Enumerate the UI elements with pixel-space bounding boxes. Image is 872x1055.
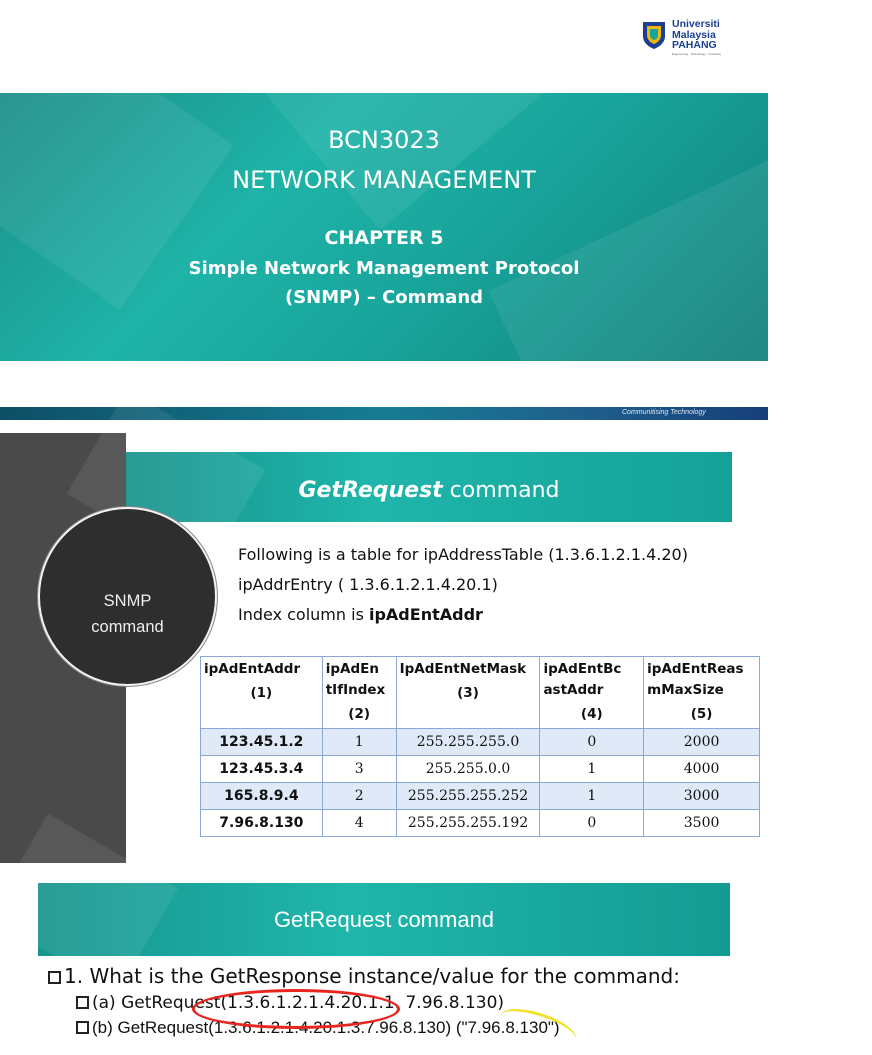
column-index: (5)	[690, 706, 713, 722]
ump-shield-icon	[641, 20, 667, 50]
table-cell: 0	[540, 810, 644, 837]
intro-prefix: Index column is	[238, 605, 369, 624]
title-slide	[0, 0, 768, 395]
course-code: BCN3023	[328, 126, 440, 154]
circle-line-2: command	[91, 618, 164, 636]
table-cell: 3	[322, 756, 396, 783]
table-cell: 123.45.1.2	[201, 729, 323, 756]
header-line: astAddr	[543, 682, 604, 698]
stripe-tagline: Communitising Technology	[622, 409, 706, 416]
table-cell: 1	[540, 756, 644, 783]
question-text: 1. What is the GetResponse instance/value for the command:	[64, 964, 680, 988]
table-row	[201, 756, 760, 783]
table-cell: 3500	[644, 810, 760, 837]
table-cell: 1	[540, 783, 644, 810]
checkbox-bullet-icon	[48, 971, 61, 984]
index-column-name: ipAdEntAddr	[368, 605, 483, 624]
question-1	[48, 964, 680, 988]
slide3-header	[38, 883, 730, 956]
intro-line-1: Following is a table for ipAddressTable (1.3.6.1.2.1.4.20)	[238, 545, 688, 564]
column-index: (4)	[580, 706, 603, 722]
table-header-cell	[322, 657, 396, 729]
yellow-annotation-arc	[495, 1001, 580, 1054]
table-cell: 165.8.9.4	[201, 783, 323, 810]
table-cell: 255.255.0.0	[396, 756, 540, 783]
column-index: (1)	[250, 685, 273, 701]
logo-line-1: Universiti	[672, 18, 720, 30]
header-line: tIfIndex	[325, 682, 386, 698]
table-row	[201, 810, 760, 837]
table-cell: 2000	[644, 729, 760, 756]
logo-line-3: PAHANG	[672, 39, 717, 51]
table-cell: 4	[322, 810, 396, 837]
header-line: mMaxSize	[647, 682, 724, 698]
header-rest: command	[442, 478, 560, 503]
checkbox-bullet-icon	[76, 1021, 89, 1034]
header-line: IpAdEntNetMask	[399, 661, 527, 677]
checkbox-bullet-icon	[76, 996, 89, 1009]
ip-address-table	[200, 656, 760, 837]
red-annotation-oval	[192, 989, 400, 1029]
table-header-cell	[644, 657, 760, 729]
table-cell: 123.45.3.4	[201, 756, 323, 783]
table-cell: 0	[540, 729, 644, 756]
logo-line-2: Malaysia	[672, 28, 716, 41]
banner-shard	[251, 0, 548, 230]
table-cell: 255.255.255.0	[396, 729, 540, 756]
chapter-label: CHAPTER 5	[324, 227, 444, 249]
item-b-text: (b) GetRequest(1.3.6.1.2.1.4.20.1.3.7.96.8.130) ("7.96.8.130")	[92, 1018, 560, 1037]
table-cell: 255.255.255.252	[396, 783, 540, 810]
intro-line-2: ipAddrEntry ( 1.3.6.1.2.1.4.20.1)	[238, 575, 498, 594]
column-index: (2)	[348, 706, 371, 722]
table-cell: 1	[322, 729, 396, 756]
logo-tagline: Engineering · Technology · Creativity	[672, 52, 721, 56]
table-cell: 4000	[644, 756, 760, 783]
column-index: (3)	[457, 685, 479, 701]
table-cell: 255.255.255.192	[396, 810, 540, 837]
course-name: NETWORK MANAGEMENT	[232, 166, 536, 194]
header-line: ipAdEn	[325, 661, 379, 677]
table-header-cell	[201, 657, 323, 729]
intro-line-3	[238, 605, 483, 624]
header-bold-word: GetRequest	[298, 478, 443, 503]
table-header-row	[201, 657, 760, 729]
header-line: ipAdEntBc	[543, 661, 622, 677]
table-header-cell	[540, 657, 644, 729]
chapter-subtitle-line-1: Simple Network Management Protocol	[188, 258, 580, 279]
item-a-text: (a) GetRequest(1.3.6.1.2.1.4.20.1.1. 7.96.8.130)	[92, 993, 505, 1013]
table-cell: 2	[322, 783, 396, 810]
slide-header-title	[126, 478, 732, 503]
slide-header	[126, 452, 732, 522]
header-line: ipAdEntReas	[647, 661, 744, 677]
logo-text	[672, 19, 720, 51]
circle-line-1: SNMP	[103, 592, 152, 610]
table-row	[201, 783, 760, 810]
university-logo	[641, 18, 736, 56]
header-line: ipAdEntAddr	[204, 661, 301, 677]
snmp-command-circle	[38, 507, 217, 686]
table-cell: 3000	[644, 783, 760, 810]
slide3-header-title: GetRequest command	[273, 907, 495, 932]
table-cell: 7.96.8.130	[201, 810, 323, 837]
table-row	[201, 729, 760, 756]
chapter-subtitle-line-2: (SNMP) – Command	[284, 287, 484, 308]
table-header-cell	[396, 657, 540, 729]
